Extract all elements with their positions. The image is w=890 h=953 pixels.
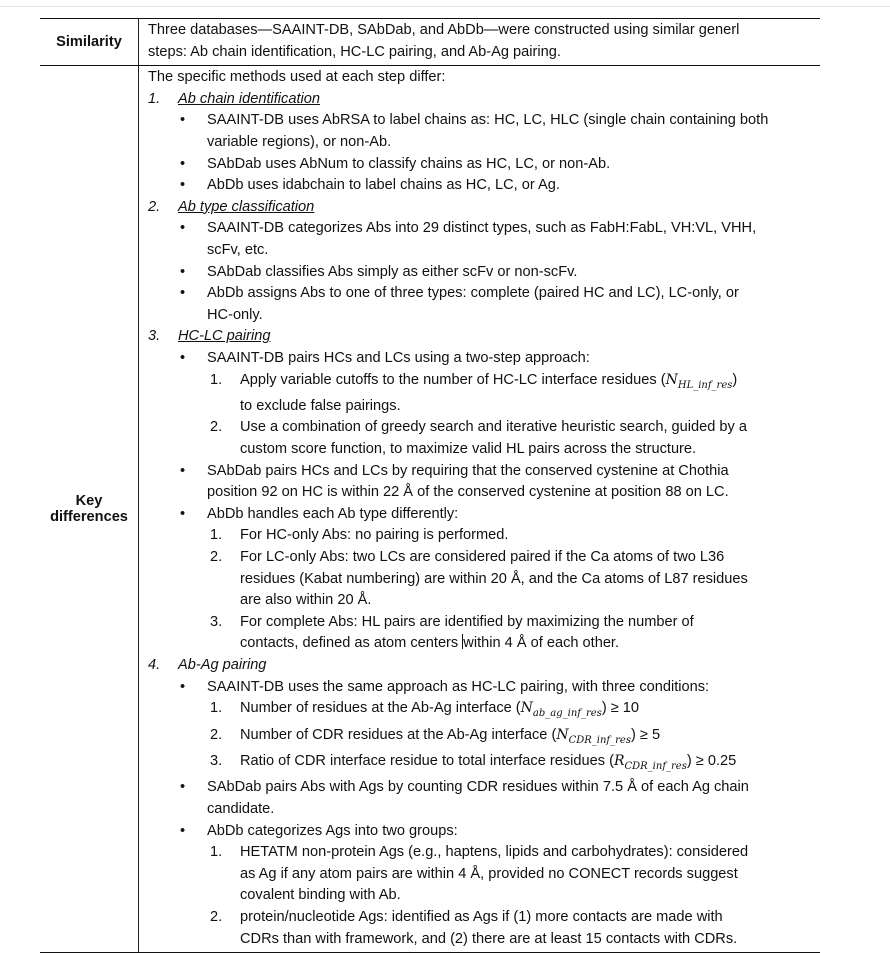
- numbered-item: [148, 612, 820, 634]
- item-text: For complete Abs: HL pairs are identified by maximizing the number of: [240, 613, 694, 630]
- bullet-continuation: [148, 305, 820, 327]
- bullet-text: AbDb assigns Abs to one of three types: complete (paired HC and LC), LC-only, or: [207, 285, 739, 302]
- item-text: HETATM non-protein Ags (e.g., haptens, lipids and carbohydrates): considered: [240, 844, 749, 861]
- bullet-text: AbDb categorizes Ags into two groups:: [207, 822, 458, 839]
- bullet-item: [148, 461, 820, 483]
- section-heading: [148, 655, 820, 677]
- bullet-icon: •: [180, 177, 186, 194]
- bullet-text: AbDb handles each Ab type differently:: [207, 505, 459, 522]
- bullet-item: [148, 677, 820, 699]
- similarity-line: Three databases—SAAINT-DB, SAbDab, and AbDb—were constructed using similar generl: [148, 22, 740, 38]
- item-text: covalent binding with Ab.: [240, 887, 401, 904]
- item-text: to exclude false pairings.: [240, 397, 401, 414]
- math-var: N: [520, 700, 533, 717]
- bullet-item: [148, 262, 820, 284]
- item-number: 2.: [210, 419, 223, 436]
- item-number: 1.: [210, 844, 223, 861]
- numbered-continuation: [148, 885, 820, 907]
- section-number: 3.: [148, 328, 161, 345]
- math-subscript: CDR_inf_res: [568, 734, 631, 746]
- bullet-icon: •: [180, 220, 186, 237]
- bullet-text: SAbDab pairs Abs with Ags by counting CDR residues within 7.5 Å of each Ag chain: [207, 779, 749, 796]
- item-text: ) ≥ 5: [630, 726, 661, 743]
- math-var: R: [613, 752, 625, 769]
- comparison-table: [40, 18, 820, 953]
- bullet-text: candidate.: [207, 800, 275, 817]
- bullet-icon: •: [180, 505, 186, 522]
- math-var: N: [556, 726, 569, 743]
- item-text: CDRs than with framework, and (2) there are at least 15 contacts with CDRs.: [240, 930, 738, 947]
- section-heading: [148, 89, 820, 111]
- bullet-text: position 92 on HC is within 22 Å of the conserved cystenine at position 88 on LC.: [207, 484, 729, 501]
- numbered-item: [148, 725, 820, 751]
- item-number: 2.: [210, 549, 223, 566]
- similarity-row: [40, 19, 820, 66]
- item-text: Ratio of CDR interface residue to total interface residues (: [240, 752, 614, 769]
- item-text: ) ≥ 0.25: [686, 752, 737, 769]
- numbered-continuation: [148, 396, 820, 418]
- similarity-content: [139, 19, 821, 66]
- similarity-line: steps: Ab chain identification, HC-LC pairing, and Ab-Ag pairing.: [148, 43, 561, 60]
- bullet-icon: •: [180, 112, 186, 129]
- numbered-item: [148, 417, 820, 439]
- math-subscript: CDR_inf_res: [624, 760, 687, 772]
- bullet-text: SAAINT-DB uses AbRSA to label chains as: HC, LC, HLC (single chain containing both: [207, 112, 769, 129]
- item-text: Use a combination of greedy search and iterative heuristic search, guided by a: [240, 419, 748, 436]
- item-text: Number of CDR residues at the Ab-Ag interface (: [240, 726, 557, 743]
- bullet-item: [148, 283, 820, 305]
- item-text: as Ag if any atom pairs are within 4 Å, provided no CONECT records suggest: [240, 865, 738, 882]
- key-differences-label: [40, 66, 139, 953]
- bullet-item: [148, 175, 820, 197]
- numbered-continuation: [148, 929, 820, 951]
- key-differences-row: [40, 66, 820, 953]
- item-text: For LC-only Abs: two LCs are considered paired if the Ca atoms of two L36: [240, 549, 725, 566]
- math-subscript: ab_ag_inf_res: [532, 708, 602, 719]
- bullet-item: [148, 777, 820, 799]
- item-number: 1.: [210, 371, 223, 388]
- item-text: custom score function, to maximize valid HL pairs across the structure.: [240, 441, 697, 458]
- numbered-continuation: [148, 864, 820, 886]
- item-text: ) ≥ 10: [601, 700, 640, 717]
- numbered-continuation: [148, 439, 820, 461]
- section-number: 4.: [148, 657, 161, 674]
- bullet-continuation: [148, 799, 820, 821]
- bullet-continuation: [148, 132, 820, 154]
- bullet-item: [148, 821, 820, 843]
- section-title: Ab type classification: [178, 198, 315, 215]
- key-differences-content: [139, 66, 821, 953]
- numbered-item: [148, 698, 820, 724]
- bullet-text: SAAINT-DB uses the same approach as HC-LC pairing, with three conditions:: [207, 678, 710, 695]
- bullet-icon: •: [180, 822, 186, 839]
- bullet-icon: •: [180, 678, 186, 695]
- bullet-item: [148, 110, 820, 132]
- item-number: 3.: [210, 613, 223, 630]
- numbered-item: [148, 547, 820, 569]
- math-symbol: [520, 700, 602, 719]
- item-number: 1.: [210, 527, 223, 544]
- numbered-item: [148, 370, 820, 396]
- bullet-icon: •: [180, 263, 186, 280]
- label-line: Key: [75, 493, 103, 510]
- top-divider: [0, 6, 890, 7]
- section-number: 2.: [148, 198, 161, 215]
- item-text: within 4 Å of each other.: [463, 635, 620, 652]
- numbered-continuation: [148, 569, 820, 591]
- bullet-text: SAbDab uses AbNum to classify chains as HC, LC, or non-Ab.: [207, 155, 611, 172]
- bullet-continuation: [148, 482, 820, 504]
- section-title: Ab-Ag pairing: [178, 657, 267, 674]
- math-symbol: [556, 726, 631, 746]
- numbered-item: [148, 907, 820, 929]
- item-text: contacts, defined as atom centers: [240, 635, 463, 652]
- bullet-icon: •: [180, 779, 186, 796]
- bullet-text: variable regions), or non-Ab.: [207, 133, 392, 150]
- section-heading: [148, 326, 820, 348]
- item-text: Apply variable cutoffs to the number of HC-LC interface residues (: [240, 371, 666, 388]
- label-line: differences: [50, 509, 128, 526]
- section-heading: [148, 197, 820, 219]
- bullet-icon: •: [180, 349, 186, 366]
- bullet-item: [148, 348, 820, 370]
- numbered-item: [148, 751, 820, 777]
- item-number: 1.: [210, 700, 223, 717]
- item-number: 3.: [210, 752, 223, 769]
- section-title: HC-LC pairing: [178, 328, 271, 345]
- bullet-icon: •: [180, 462, 186, 479]
- math-var: N: [665, 371, 678, 388]
- section-title: Ab chain identification: [178, 90, 320, 107]
- bullet-text: SAAINT-DB categorizes Abs into 29 distinct types, such as FabH:FabL, VH:VL, VHH,: [207, 220, 757, 237]
- bullet-text: SAAINT-DB pairs HCs and LCs using a two-step approach:: [207, 349, 590, 366]
- bullet-text: HC-only.: [207, 306, 263, 323]
- numbered-item: [148, 525, 820, 547]
- math-symbol: [613, 752, 687, 772]
- numbered-continuation: [148, 590, 820, 612]
- bullet-item: [148, 218, 820, 240]
- item-number: 2.: [210, 726, 223, 743]
- math-subscript: HL_inf_res: [677, 379, 733, 391]
- bullet-continuation: [148, 240, 820, 262]
- math-symbol: [665, 371, 733, 391]
- bullet-text: scFv, etc.: [207, 241, 269, 258]
- bullet-text: AbDb uses idabchain to label chains as HC, LC, or Ag.: [207, 177, 560, 194]
- intro-text: The specific methods used at each step differ:: [148, 69, 446, 86]
- item-text: residues (Kabat numbering) are within 20 Å, and the Ca atoms of L87 residues: [240, 570, 748, 587]
- bullet-text: SAbDab classifies Abs simply as either scFv or non-scFv.: [207, 263, 578, 280]
- item-text: are also within 20 Å.: [240, 592, 372, 609]
- numbered-item: [148, 842, 820, 864]
- item-number: 2.: [210, 908, 223, 925]
- item-text: ): [732, 371, 738, 388]
- bullet-item: [148, 504, 820, 526]
- bullet-text: SAbDab pairs HCs and LCs by requiring that the conserved cystenine at Chothia: [207, 462, 729, 479]
- bullet-icon: •: [180, 155, 186, 172]
- item-text: For HC-only Abs: no pairing is performed.: [240, 527, 509, 544]
- section-number: 1.: [148, 90, 161, 107]
- bullet-item: [148, 154, 820, 176]
- item-text: protein/nucleotide Ags: identified as Ags if (1) more contacts are made with: [240, 908, 723, 925]
- similarity-label: Similarity: [40, 19, 139, 66]
- numbered-continuation: [148, 633, 820, 655]
- item-text: Number of residues at the Ab-Ag interface (: [240, 700, 521, 717]
- bullet-icon: •: [180, 285, 186, 302]
